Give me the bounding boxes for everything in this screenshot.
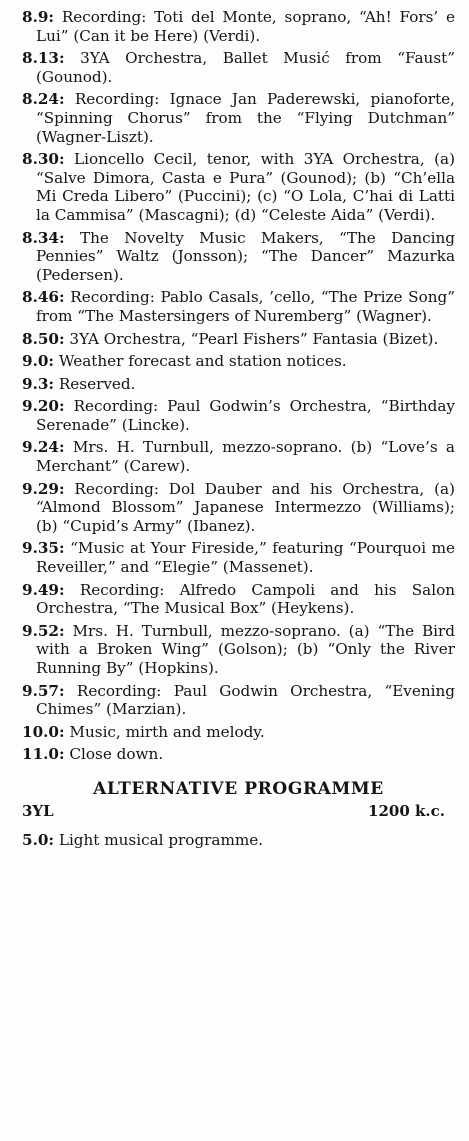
entry-time: 9.35: [22, 539, 65, 558]
station-call-sign: 3YL [22, 801, 54, 820]
entry-text: Mrs. H. Turnbull, mezzo-soprano. (b) “Love’s a Merchant” (Carew). [36, 438, 455, 476]
entry-text: Music, mirth and melody. [64, 722, 265, 741]
programme-entry [22, 539, 455, 576]
alternative-programme-heading: ALTERNATIVE PROGRAMME [93, 778, 384, 799]
programme-entry [22, 682, 455, 719]
programme-entry [22, 723, 455, 742]
entry-time: 9.29: [22, 479, 65, 498]
entry-text: Reserved. [54, 374, 136, 393]
entry-text: Recording: Pablo Casals, ’cello, “The Prize Song” from “The Mastersingers of Nuremberg” (Wagner). [36, 288, 455, 325]
programme-list [22, 8, 455, 764]
entry-time: 9.20: [22, 397, 65, 416]
entry-text: Weather forecast and station notices. [54, 352, 347, 371]
entry-text: Light musical programme. [54, 830, 264, 849]
programme-entry [22, 375, 455, 394]
station-row [22, 802, 455, 821]
entry-text: Recording: Ignace Jan Paderewski, pianoforte, “Spinning Chorus” from the “Flying Dutchman” (Wagner-Liszt). [36, 90, 455, 146]
programme-entry [22, 90, 455, 146]
entry-text: Recording: Paul Godwin Orchestra, “Evening Chimes” (Marzian). [36, 681, 455, 719]
entry-time: 8.24: [22, 90, 65, 109]
programme-entry [22, 229, 455, 285]
programme-entry [22, 397, 455, 434]
entry-text: Recording: Toti del Monte, soprano, “Ah! Fors’ e Lui” (Can it be Here) (Verdi). [36, 8, 455, 45]
programme-entry [22, 745, 455, 764]
programme-entry [22, 622, 455, 678]
station-frequency: 1200 k.c. [368, 801, 445, 820]
entry-time: 8.50: [22, 329, 65, 348]
programme-entry [22, 330, 455, 349]
entry-text: 3YA Orchestra, “Pearl Fishers” Fantasia (Bizet). [64, 329, 439, 348]
entry-time: 9.24: [22, 438, 65, 457]
programme-entry [22, 49, 455, 86]
entry-time: 9.3: [22, 374, 55, 393]
entry-time: 8.46: [22, 288, 65, 307]
programme-entry [22, 150, 455, 224]
programme-entry [22, 438, 455, 475]
programme-entry [22, 8, 455, 45]
entry-text: Mrs. H. Turnbull, mezzo-soprano. (a) “The Bird with a Broken Wing” (Golson); (b) “Only the River Running By” (Hopkins). [36, 621, 455, 677]
entry-time: 5.0: [22, 830, 55, 849]
entry-time: 9.57: [22, 681, 65, 700]
programme-entry [22, 581, 455, 618]
entry-text: “Music at Your Fireside,” featuring “Pourquoi me Reveiller,” and “Elegie” (Massenet). [36, 539, 455, 577]
entry-text: Recording: Alfredo Campoli and his Salon Orchestra, “The Musical Box” (Heykens). [36, 580, 455, 618]
programme-entry [22, 480, 455, 536]
entry-time: 10.0: [22, 722, 65, 741]
entry-text: The Novelty Music Makers, “The Dancing Pennies” Waltz (Jonsson); “The Dancer” Mazurka (Pedersen). [36, 228, 455, 284]
entry-time: 9.49: [22, 580, 65, 599]
entry-time: 8.9: [22, 8, 55, 26]
entry-text: 3YA Orchestra, Ballet Musić from “Faust” (Gounod). [36, 49, 455, 86]
alternative-entry [22, 831, 455, 850]
entry-text: Close down. [64, 745, 164, 764]
entry-time: 9.52: [22, 621, 65, 640]
entry-text: Recording: Paul Godwin’s Orchestra, “Birthday Serenade” (Lincke). [36, 397, 455, 434]
entry-text: Lioncello Cecil, tenor, with 3YA Orchestra, (a) “Salve Dimora, Casta e Pura” (Gounod); (b) “Ch’ella Mi Creda Libero” (Puccini); (c) “O Lola, C’hai di Latti la Cammisa” (Mascagni); (d) “Celeste Aida” (Verdi). [36, 150, 455, 224]
entry-time: 8.13: [22, 49, 65, 68]
entry-time: 9.0: [22, 352, 55, 371]
entry-time: 8.34: [22, 228, 65, 247]
entry-time: 11.0: [22, 745, 65, 764]
programme-entry [22, 288, 455, 325]
entry-text: Recording: Dol Dauber and his Orchestra, (a) “Almond Blossom” Japanese Intermezzo (Williams); (b) “Cupid’s Army” (Ibanez). [36, 479, 455, 535]
entry-time: 8.30: [22, 150, 65, 169]
programme-entry [22, 352, 455, 371]
